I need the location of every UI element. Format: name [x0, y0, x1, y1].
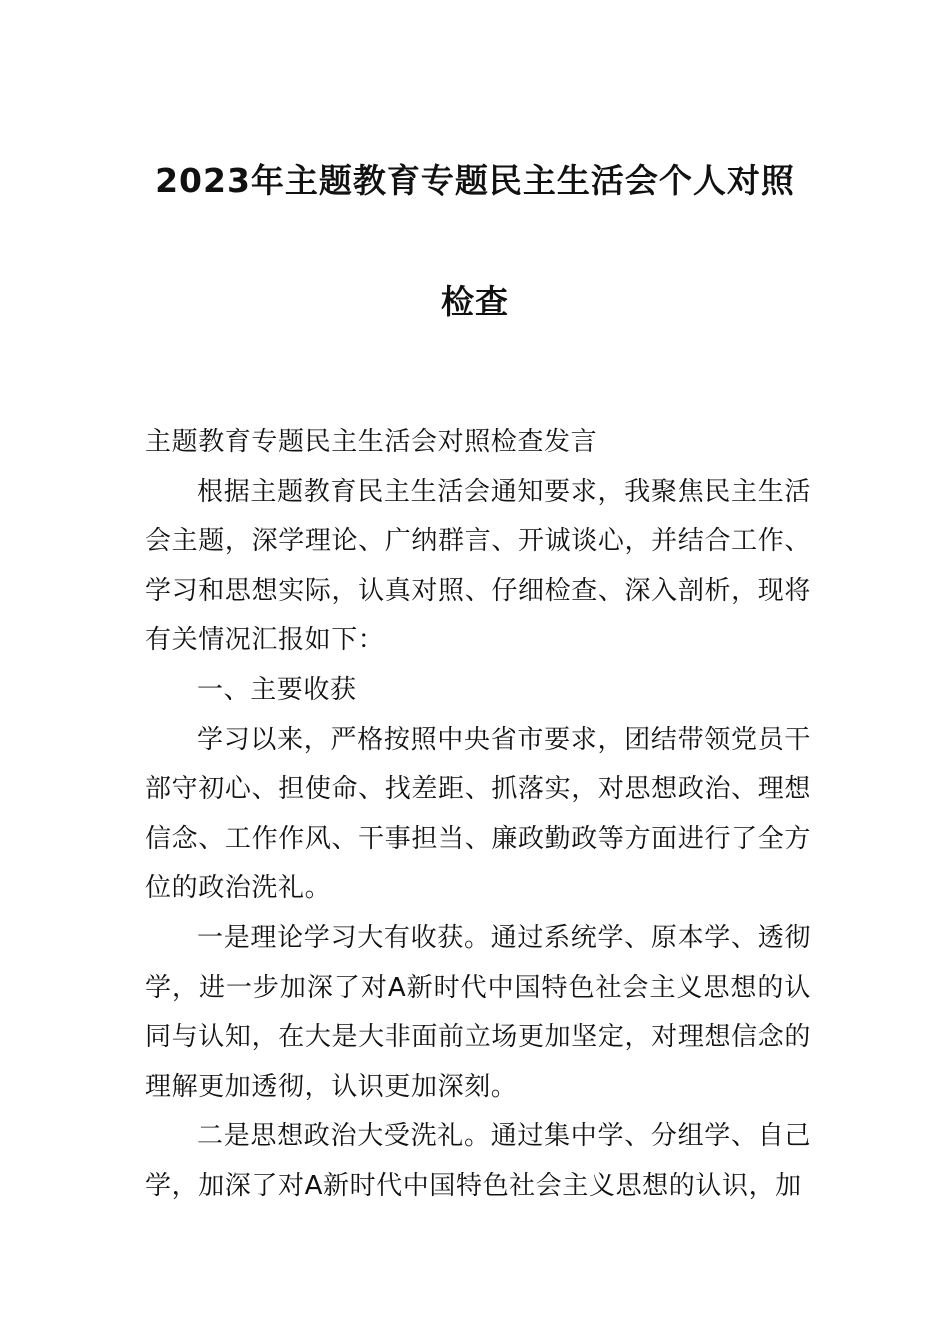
- paragraph-political-thought: 二是思想政治大受洗礼。通过集中学、分组学、自己学，加深了对A新时代中国特色社会主义思想的认识，加: [145, 1121, 811, 1201]
- section-heading-main-gains: 一、主要收获: [197, 674, 357, 705]
- document-subtitle: 主题教育专题民主生活会对照检查发言: [145, 427, 598, 457]
- paragraph-gains-overview: 学习以来，严格按照中央省市要求，团结带领党员干部守初心、担使命、找差距、抓落实，对思想政治、理想信念、工作作风、干事担当、廉政勤政等方面进行了全方位的政治洗礼。: [145, 724, 811, 904]
- document-title-line-1: 2023年主题教育专题民主生活会个人对照: [155, 161, 795, 200]
- document-title-line-2: 检查: [441, 282, 509, 321]
- document-body: [145, 418, 811, 1212]
- paragraph-theory-study: 一是理论学习大有收获。通过系统学、原本学、透彻学，进一步加深了对A新时代中国特色社会主义思想的认同与认知，在大是大非面前立场更加坚定，对理想信念的理解更加透彻，认识更加深刻。: [145, 922, 811, 1102]
- paragraph-intro: 根据主题教育民主生活会通知要求，我聚焦民主生活会主题，深学理论、广纳群言、开诚谈心，并结合工作、学习和思想实际，认真对照、仔细检查、深入剖析，现将有关情况汇报如下：: [145, 476, 811, 656]
